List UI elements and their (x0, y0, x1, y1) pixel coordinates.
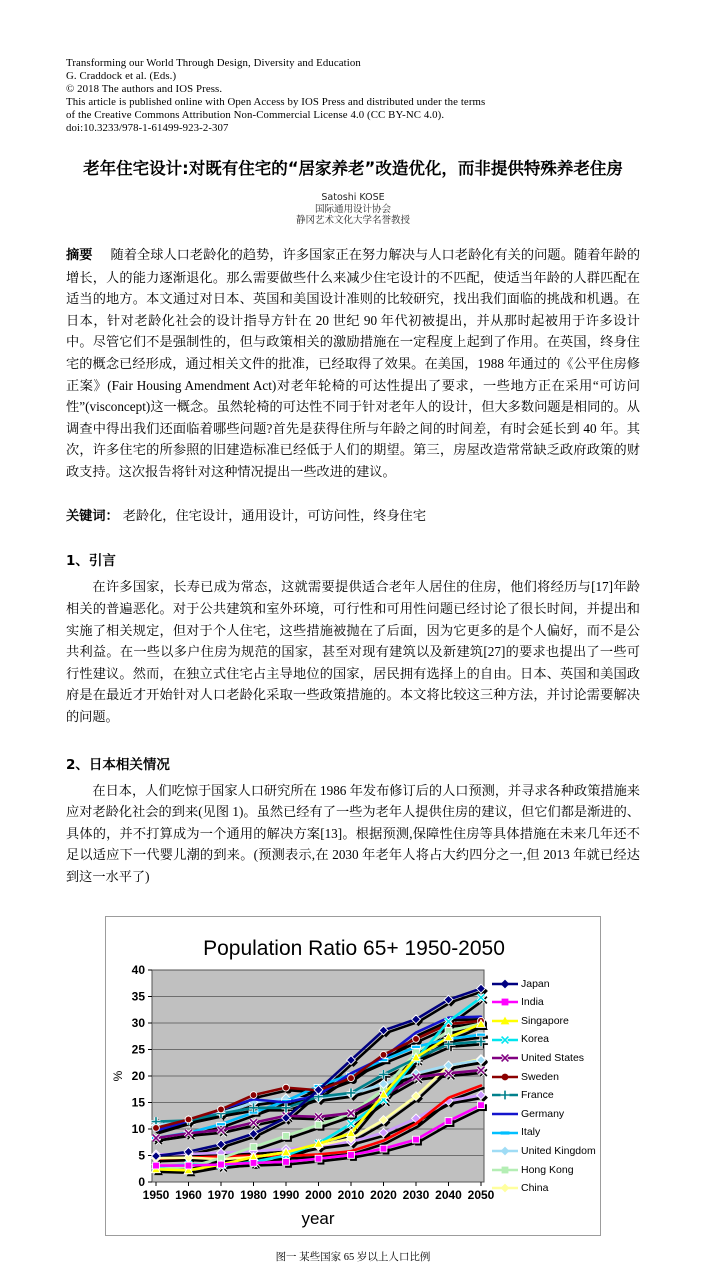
legend-label: United Kingdom (521, 1144, 596, 1157)
legend-item-united-kingdom (492, 1142, 598, 1161)
legend-item-united-states (492, 1049, 598, 1068)
svg-text:%: % (111, 1070, 125, 1081)
legend-swatch (492, 1071, 518, 1083)
legend-label: Korea (521, 1033, 550, 1046)
svg-text:40: 40 (131, 962, 145, 977)
keywords-text: 老龄化，住宅设计，通用设计，可访问性，终身住宅 (122, 508, 427, 524)
svg-text:15: 15 (131, 1095, 145, 1110)
section-introduction (66, 549, 640, 727)
legend-label: Japan (521, 977, 550, 990)
legend-swatch (492, 1127, 518, 1139)
svg-text:2010: 2010 (337, 1187, 365, 1202)
header-line: of the Creative Commons Attribution Non-Commercial License 4.0 (CC BY-NC 4.0). (66, 108, 445, 121)
legend-label: United States (521, 1052, 585, 1065)
abstract-label: 摘要 (66, 247, 93, 263)
legend-label: India (521, 996, 544, 1009)
legend-label: Singapore (521, 1014, 569, 1027)
legend-swatch (492, 1089, 518, 1101)
svg-text:2050: 2050 (467, 1187, 495, 1202)
keywords-label: 关键词： (66, 509, 119, 525)
svg-text:20: 20 (131, 1068, 145, 1083)
author-name: Satoshi KOSE (321, 192, 385, 204)
paper-title: 老年住宅设计:对既有住宅的“居家养老”改造优化，而非提供特殊养老住房 (83, 159, 623, 179)
legend-label: Sweden (521, 1070, 559, 1083)
header-line: Transforming our World Through Design, Diversity and Education (66, 57, 361, 69)
legend-swatch (492, 1015, 518, 1027)
section-heading: 2、日本相关情况 (66, 756, 170, 773)
legend-item-germany (492, 1105, 598, 1124)
legend-item-japan (492, 975, 598, 994)
legend-swatch (492, 1164, 518, 1176)
section-heading: 1、引言 (66, 553, 116, 570)
header-line: © 2018 The authors and IOS Press. (66, 82, 223, 95)
legend-swatch (492, 1052, 518, 1064)
legend-item-italy (492, 1123, 598, 1142)
svg-text:10: 10 (131, 1121, 145, 1136)
figure-1 (66, 916, 640, 1264)
legend-item-china (492, 1179, 598, 1198)
svg-text:1980: 1980 (240, 1187, 267, 1202)
author-affiliation: 国际通用设计协会 (314, 203, 391, 215)
legend-swatch (492, 978, 518, 990)
svg-text:1950: 1950 (142, 1187, 170, 1202)
svg-text:2040: 2040 (435, 1187, 462, 1202)
legend-item-france (492, 1086, 598, 1105)
author-affiliation: 静冈艺术文化大学名誉教授 (295, 215, 410, 227)
header-line: G. Craddock et al. (Eds.) (66, 69, 177, 82)
figure-caption: 图一 某些国家 65 岁以上人口比例 (275, 1251, 431, 1263)
legend-item-hong-kong (492, 1161, 598, 1180)
svg-text:1990: 1990 (272, 1187, 300, 1202)
section-paragraph: 在许多国家，长寿已成为常态，这就需要提供适合老年人居住的住房，他们将经历与[17]年龄相关的普遍恶化。对于公共建筑和室外环境，可行性和可用性问题已经讨论了很长时间，并提出和实施了相关规定，但对于个人住宅，这些措施被抛在了后面，因为它更多的是个人偏好，而不是公共利益。在一些以多户住房为规范的国家，甚至对现有建筑以及新建筑[27]的要求也提出了一些可行性建议。然而，在独立式住宅占主导地位的国家，居民拥有选择上的自由。日本、英国和美国政府是在最近才开始针对人口老龄化采取一些政策措施的。本文将比较这三种方法，并讨论需要解决的问题。 (66, 579, 640, 725)
legend-label: Hong Kong (521, 1163, 574, 1176)
section-paragraph: 在日本，人们吃惊于国家人口研究所在 1986 年发布修订后的人口预测，并寻求各种政策措施来应对老龄化社会的到来(见图 1)。虽然已经有了一些为老年人提供住房的建议，但它们都是渐进的、具体的，并不打算成为一个通用的解决方案[13]。根据预测,保障性住房等具体措施在未来几年还不足以适应下一代婴儿潮的到来。(预测表示,在 2030 年老年人将占大约四分之一,但 2013 年就已经达到这一水平了) (66, 782, 640, 884)
doi-line: doi:10.3233/978-1-61499-923-2-307 (66, 121, 229, 134)
svg-text:year: year (301, 1208, 335, 1228)
svg-text:1970: 1970 (207, 1187, 235, 1202)
header-line: This article is published online with Open Access by IOS Press and distributed under the terms (66, 95, 486, 108)
abstract-text: 随着全球人口老龄化的趋势，许多国家正在努力解决与人口老龄化有关的问题。随着年龄的增长，人的能力逐渐退化。那么需要做些什么来减少住宅设计的不匹配，使适当年龄的人群匹配在适当的地方。本文通过对日本、英国和美国设计准则的比较研究，找出我们面临的挑战和机遇。在日本，针对老龄化社会的设计指导方针在 20 世纪 90 年代初被提出，并从那时起被用于许多设计中。尽管它们不是强制性的，但与政策相关的激励措施在一定程度上起到了作用。在英国，终身住宅的概念已经形成，通过相关文件的批准，已经取得了效果。在美国，1988 年通过的《公平住房修正案》(Fair Housing Amendment Act)对老年轮椅的可达性提出了要求，一些地方正在采用“可访问性”(visconcept)这一概念。虽然轮椅的可达性不同于针对老年人的设计，但大多数问题是相同的。从调查中得出我们还面临着哪些问题?首先是获得住所与年龄之间的时间差，有时会延长到 40 年。其次，许多住宅的所参照的旧建造标准已经低于人们的期望。第三，房屋改造常常缺乏政府政策的财政支持。这次报告将针对这种情况提出一些改进的建议。 (66, 246, 641, 479)
keywords (66, 505, 640, 524)
legend-swatch (492, 1182, 518, 1194)
publication-header (66, 57, 640, 134)
svg-text:2020: 2020 (370, 1187, 397, 1202)
legend-label: Italy (521, 1126, 541, 1139)
svg-text:1960: 1960 (175, 1187, 202, 1202)
legend-swatch (492, 1034, 518, 1046)
svg-text:0: 0 (138, 1174, 145, 1189)
author-block (66, 192, 640, 227)
legend-item-sweden (492, 1068, 598, 1087)
abstract (66, 244, 640, 483)
svg-text:25: 25 (131, 1042, 145, 1057)
legend-label: Germany (521, 1107, 565, 1120)
legend-swatch (492, 1108, 518, 1120)
svg-text:2030: 2030 (402, 1187, 430, 1202)
legend-item-singapore (492, 1012, 598, 1031)
legend-label: China (521, 1182, 549, 1195)
legend-label: France (521, 1089, 554, 1102)
svg-text:30: 30 (131, 1015, 145, 1030)
svg-text:2000: 2000 (305, 1187, 332, 1202)
section-japan (66, 753, 640, 888)
legend-swatch (492, 1145, 518, 1157)
svg-text:5: 5 (138, 1148, 145, 1163)
legend-item-korea (492, 1030, 598, 1049)
legend-swatch (492, 996, 518, 1008)
svg-text:35: 35 (131, 989, 145, 1004)
legend-item-india (492, 993, 598, 1012)
population-chart-frame (105, 916, 601, 1236)
chart-legend (492, 975, 598, 1198)
svg-text:Population Ratio 65+ 1950-2050: Population Ratio 65+ 1950-2050 (203, 936, 505, 960)
